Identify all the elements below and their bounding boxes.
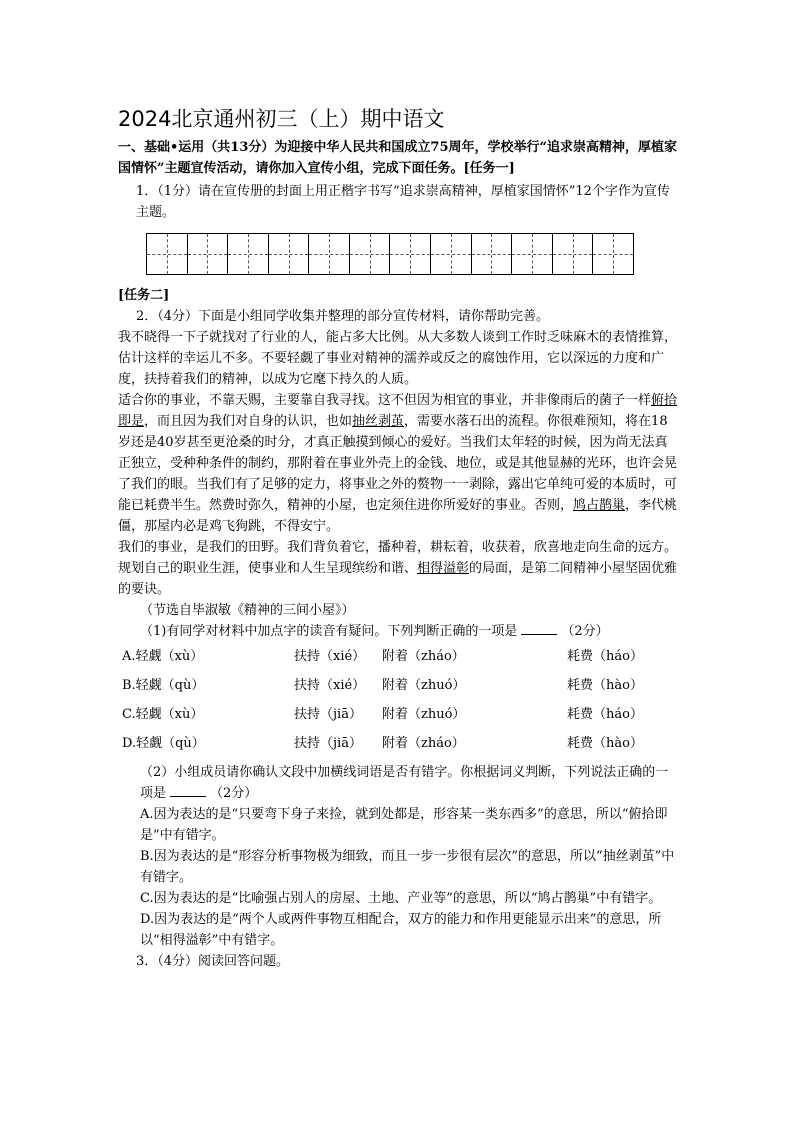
option-cell: 附着（zhuó） [382, 678, 466, 693]
underlined-word-2: 抽丝剥茧 [352, 414, 405, 429]
option-cell: 扶持（jiā） [294, 707, 362, 722]
option-cell: 耗费（hào） [567, 678, 643, 693]
task2-label: [任务二] [118, 288, 170, 303]
grid-cell[interactable] [390, 234, 431, 274]
score-label: （2分） [210, 786, 258, 801]
passage-source: （节选自毕淑敏《精神的三间小屋》） [140, 603, 355, 618]
sub-question-2 [118, 762, 678, 804]
option-row[interactable] [118, 646, 678, 667]
grid-cell[interactable] [593, 234, 633, 274]
option-item[interactable]: D.因为表达的是“两个人或两件事物互相配合，双方的能力和作用更能显示出来”的意思，所以“相得溢彰”中有错字。 [140, 912, 662, 948]
option-row[interactable] [118, 675, 678, 696]
writing-grid[interactable] [146, 233, 634, 275]
option-cell: A.轻觑（xù） [122, 649, 204, 664]
grid-cell[interactable] [431, 234, 472, 274]
options-group-1 [118, 646, 678, 754]
grid-cell[interactable] [512, 234, 553, 274]
passage-paragraph-3 [118, 537, 678, 600]
text-span: ，需要水落石出的流程。你很难预知，将在18岁还是40岁甚至更沧桑的时分，才真正触摸到倾心的爱好。当我们太年轻的时候，因为尚无法真正独立，受种种条件的制约，那附着在事业外壳上的金钱、地位，或是其他显赫的光环，也许会晃了我们的眼。当我们有了足够的定力，将事业之外的赘物一一剥除，露出它单纯可爱的本质时，可能已耗费半生。然费时弥久，精神的小屋，也定须住进你所爱好的事业。否则， [118, 414, 678, 513]
grid-cell[interactable] [269, 234, 310, 274]
sub-question-stem: （1)有同学对材料中加点字的读音有疑问。下列判断正确的一项是 [140, 624, 518, 639]
option-item[interactable]: B.因为表达的是“形容分析事物极为细致，而且一步一步很有层次”的意思，所以“抽丝剥茧”中有错字。 [140, 849, 675, 885]
grid-cell[interactable] [309, 234, 350, 274]
option-cell: B.轻觑（qù） [122, 678, 205, 693]
option-cell: 耗费（hào） [567, 736, 643, 751]
option-cell: 扶持（xié） [294, 649, 366, 664]
option-item[interactable]: C.因为表达的是“比喻强占别人的房屋、土地、产业等”的意思，所以“鸠占鹊巢”中有错字。 [140, 891, 662, 906]
options-group-2 [118, 804, 678, 951]
option-cell: 附着（zháo） [382, 736, 465, 751]
document-page [118, 104, 678, 972]
answer-blank[interactable] [521, 621, 557, 635]
underlined-word-4: 相得溢彰 [417, 561, 470, 576]
section1-heading: 一、基础•运用（共13分）为迎接中华人民共和国成立75周年，学校举行“追求崇高精神，厚植家国情怀”主题宣传活动，请你加入宣传小组，完成下面任务。[任务一] [118, 140, 677, 176]
option-cell: 耗费（háo） [567, 707, 643, 722]
grid-cell[interactable] [188, 234, 229, 274]
text-span: ，而且因为我们对自身的认识，也如 [144, 414, 353, 429]
option-cell: 附着（zhuó） [382, 707, 466, 722]
grid-cell[interactable] [350, 234, 391, 274]
page-title: 2024北京通州初三（上）期中语文 [118, 107, 445, 131]
option-item[interactable]: A.因为表达的是“只要弯下身子来捡，就到处都是，形容某一类东西多”的意思，所以“俯拾即是”中有错字。 [140, 807, 668, 843]
option-cell: 附着（zháo） [382, 649, 465, 664]
grid-cell[interactable] [553, 234, 594, 274]
question-2-intro: 2．（4分）下面是小组同学收集并整理的部分宣传材料，请你帮助完善。 [136, 309, 550, 324]
option-row[interactable] [118, 704, 678, 725]
answer-blank[interactable] [170, 783, 206, 797]
underlined-word-3: 鸠占鹊巢 [573, 498, 626, 513]
grid-cell[interactable] [472, 234, 513, 274]
option-cell: 扶持（jiā） [294, 736, 362, 751]
grid-cell[interactable] [147, 234, 188, 274]
question-3-text: 3．（4分）阅读回答问题。 [136, 954, 290, 969]
text-span: 的局面，是第二间精神小屋坚固优雅的要诀。 [118, 561, 678, 597]
option-row[interactable] [118, 733, 678, 754]
sub-question-1 [118, 621, 678, 642]
passage-paragraph-2 [118, 390, 678, 537]
grid-cell[interactable] [228, 234, 269, 274]
sub-question-stem: （2）小组成员请你确认文段中加横线词语是否有错字。你根据词义判断，下列说法正确的一项是 [140, 765, 669, 801]
text-span: ，李代桃僵，那屋内必是鸡飞狗跳，不得安宁。 [118, 498, 678, 534]
text-span: 我们的事业，是我们的田野。我们背负着它，播种着，耕耘着，收获着，欣喜地走向生命的远方。规划自己的职业生涯，使事业和人生呈现缤纷和谐、 [118, 540, 678, 576]
option-cell: 耗费（háo） [567, 649, 643, 664]
text-span: 适合你的事业，不靠天赐，主要靠自我寻找。这不但因为相宜的事业，并非像雨后的菌子一样 [118, 393, 652, 408]
question-1-text: 1．（1分）请在宣传册的封面上用正楷字书写“追求崇高精神，厚植家国情怀”12个字作为宣传主题。 [136, 184, 670, 220]
passage-paragraph-1: 我不晓得一下子就找对了行业的人，能占多大比例。从大多数人谈到工作时乏味麻木的表情推算，估计这样的幸运儿不多。不要轻觑了事业对精神的濡养或反之的腐蚀作用，它以深远的力度和广度，扶持着我们的精神，以成为它麾下持久的人质。 [118, 330, 678, 387]
option-cell: C.轻觑（xù） [122, 707, 204, 722]
option-cell: 扶持（xié） [294, 678, 366, 693]
underlined-word-1: 俯拾即是 [118, 393, 678, 429]
option-cell: D.轻觑（qù） [122, 736, 205, 751]
score-label: （2分） [561, 624, 609, 639]
